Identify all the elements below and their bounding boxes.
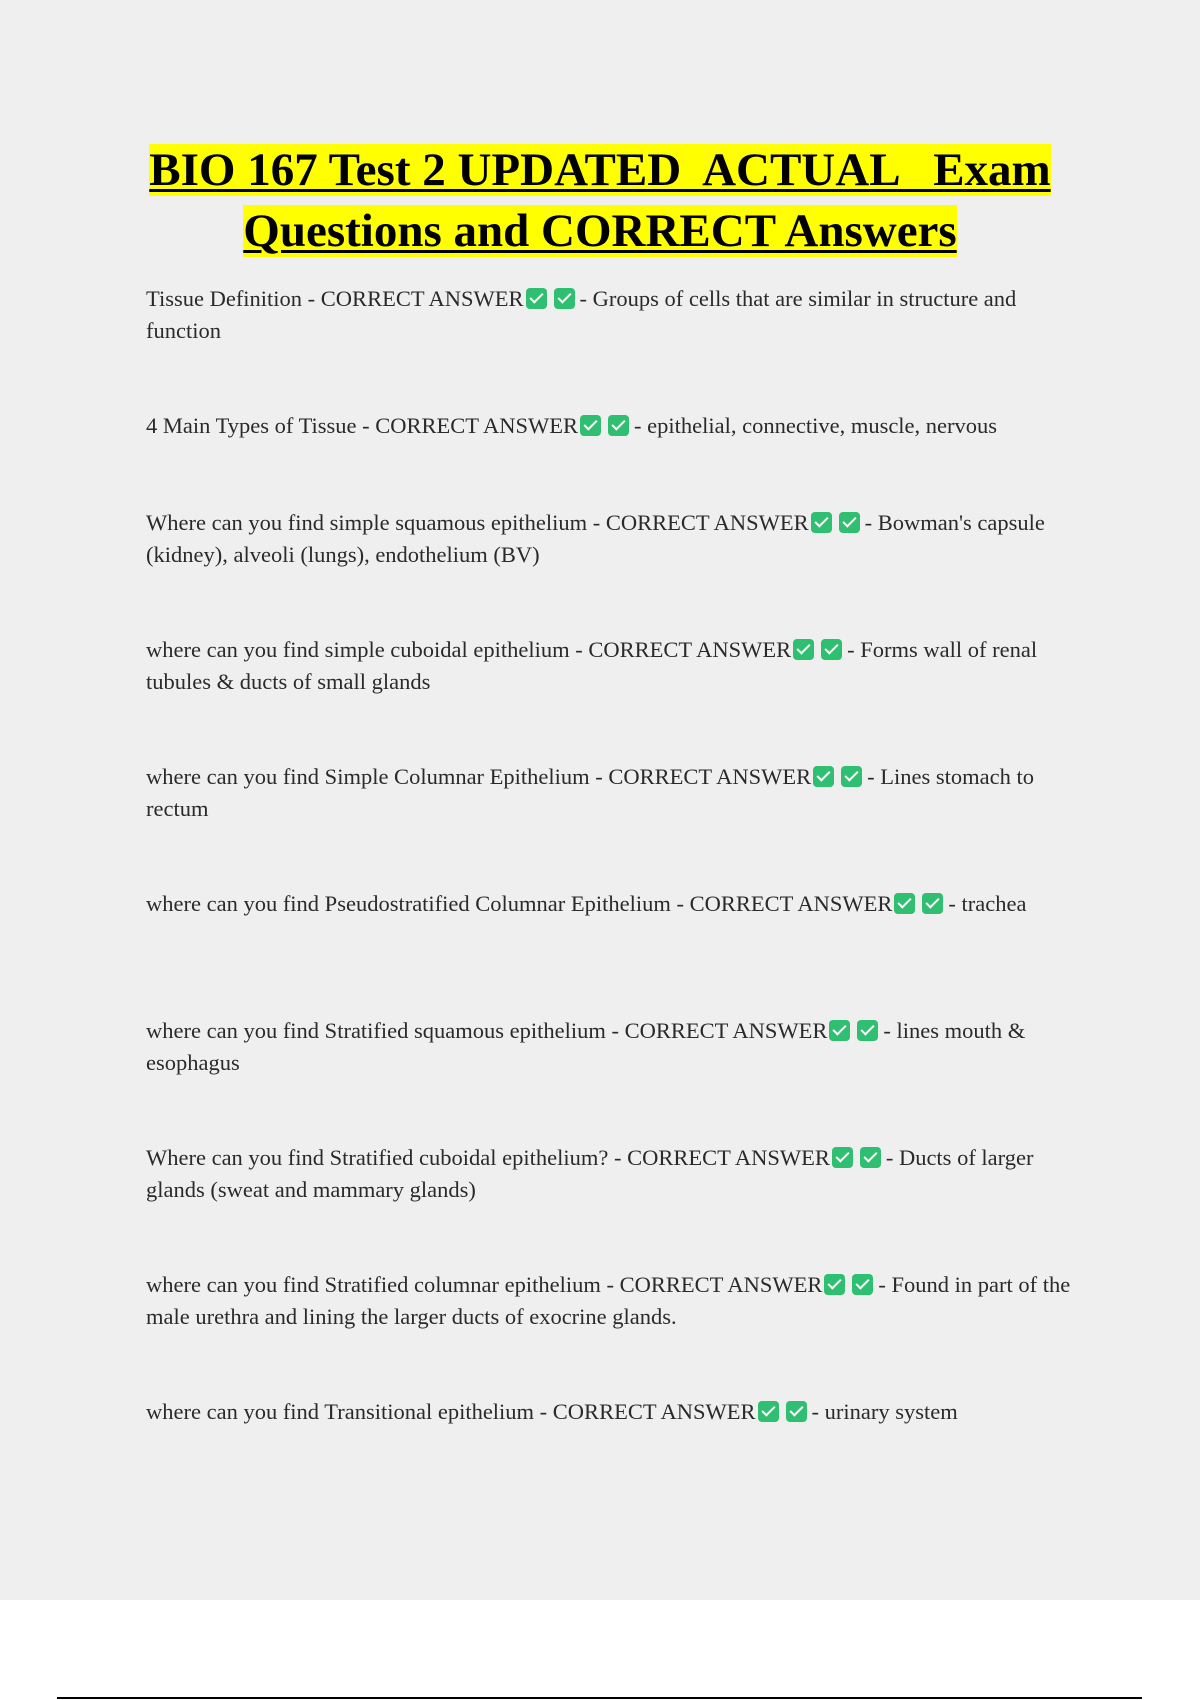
check-mark-icon (608, 415, 629, 436)
check-mark-icon (841, 766, 862, 787)
answer-text: - Groups of cells that are similar in structure and function (146, 286, 1017, 343)
question-text: where can you find simple cuboidal epithelium - CORRECT ANSWER (146, 637, 792, 662)
qa-item-4 (146, 634, 1091, 698)
check-mark-icon (860, 1147, 881, 1168)
question-text: where can you find Transitional epithelium - CORRECT ANSWER (146, 1399, 756, 1424)
title-line-2: Questions and CORRECT Answers (243, 205, 957, 257)
title-line-1: BIO 167 Test 2 UPDATED ACTUAL Exam (149, 144, 1051, 196)
question-text: where can you find Stratified columnar epithelium - CORRECT ANSWER (146, 1272, 823, 1297)
question-text: Tissue Definition - CORRECT ANSWER (146, 286, 524, 311)
answer-text: - Bowman's capsule (kidney), alveoli (lungs), endothelium (BV) (146, 510, 1045, 567)
check-mark-icon (786, 1401, 807, 1422)
qa-item-2 (146, 410, 1091, 442)
qa-item-9 (146, 1269, 1091, 1333)
question-text: Where can you find Stratified cuboidal epithelium? - CORRECT ANSWER (146, 1145, 830, 1170)
answer-text: - Ducts of larger glands (sweat and mammary glands) (146, 1145, 1034, 1202)
check-mark-icon (857, 1020, 878, 1041)
check-mark-icon (813, 766, 834, 787)
next-page-top-rule (57, 1697, 1142, 1699)
check-mark-icon (824, 1274, 845, 1295)
qa-item-3 (146, 507, 1091, 571)
qa-item-6 (146, 888, 1091, 920)
check-mark-icon (852, 1274, 873, 1295)
answer-text: - epithelial, connective, muscle, nervous (634, 413, 998, 438)
qa-item-1 (146, 283, 1091, 347)
document-title (100, 140, 1100, 262)
check-mark-icon (554, 288, 575, 309)
question-text: where can you find Simple Columnar Epithelium - CORRECT ANSWER (146, 764, 812, 789)
check-mark-icon (894, 893, 915, 914)
qa-item-8 (146, 1142, 1091, 1206)
question-text: where can you find Stratified squamous epithelium - CORRECT ANSWER (146, 1018, 828, 1043)
answer-text: - lines mouth & esophagus (146, 1018, 1026, 1075)
check-mark-icon (580, 415, 601, 436)
answer-text: - Found in part of the male urethra and lining the larger ducts of exocrine glands. (146, 1272, 1071, 1329)
check-mark-icon (839, 512, 860, 533)
check-mark-icon (829, 1020, 850, 1041)
check-mark-icon (821, 639, 842, 660)
qa-item-5 (146, 761, 1091, 825)
check-mark-icon (758, 1401, 779, 1422)
check-mark-icon (832, 1147, 853, 1168)
check-mark-icon (811, 512, 832, 533)
question-text: where can you find Pseudostratified Columnar Epithelium - CORRECT ANSWER (146, 891, 893, 916)
answer-text: - Lines stomach to rectum (146, 764, 1034, 821)
check-mark-icon (922, 893, 943, 914)
qa-item-10 (146, 1396, 1091, 1428)
answer-text: - urinary system (811, 1399, 958, 1424)
check-mark-icon (526, 288, 547, 309)
answer-text: - Forms wall of renal tubules & ducts of small glands (146, 637, 1038, 694)
answer-text: - trachea (948, 891, 1027, 916)
question-text: Where can you find simple squamous epithelium - CORRECT ANSWER (146, 510, 809, 535)
qa-item-7 (146, 1015, 1091, 1079)
check-mark-icon (793, 639, 814, 660)
question-text: 4 Main Types of Tissue - CORRECT ANSWER (146, 413, 579, 438)
